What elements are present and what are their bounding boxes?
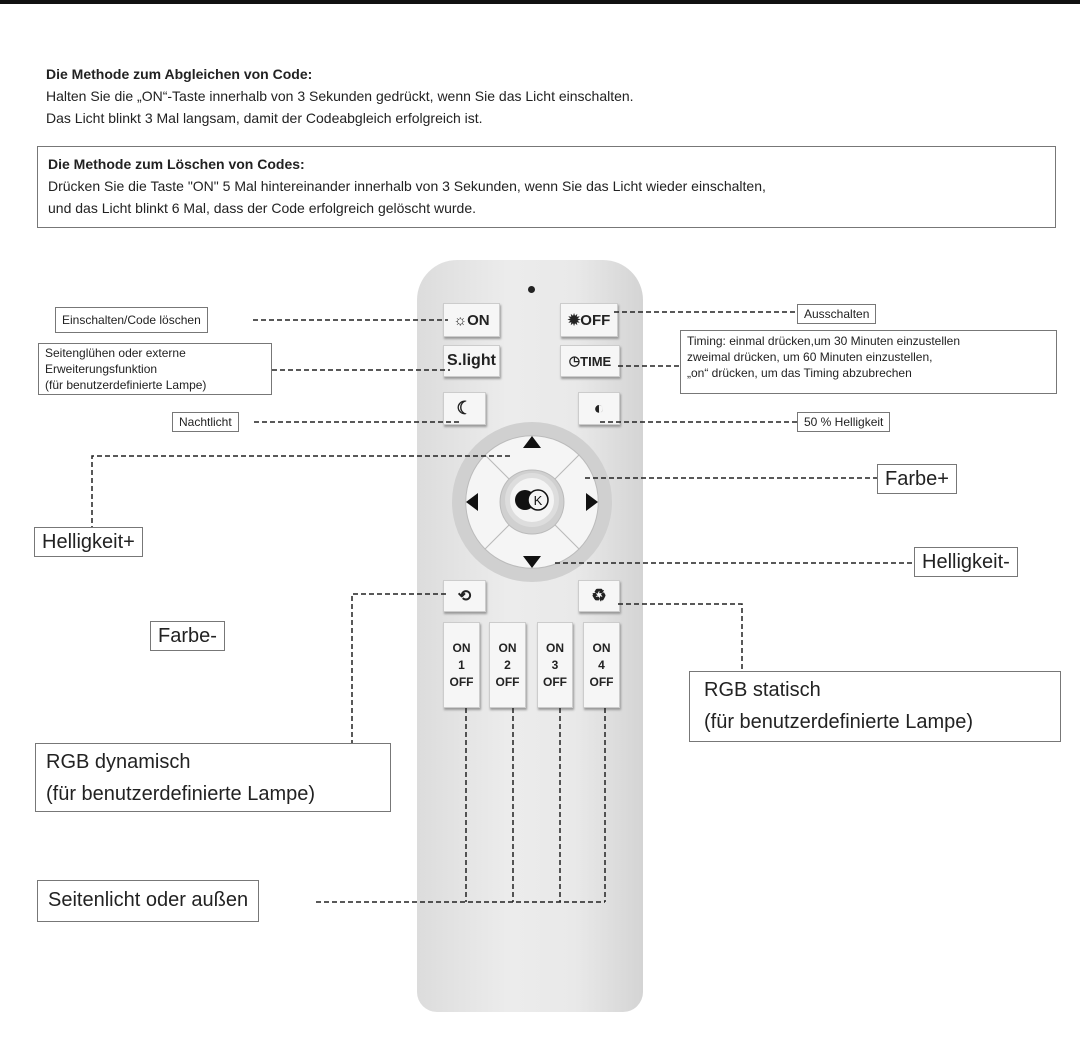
callout-line-rgb-dynamic: [352, 594, 446, 743]
callout-line-rgb-static: [618, 604, 742, 671]
label-timing-line-2: zweimal drücken, um 60 Minuten einzustellen,: [687, 350, 933, 364]
label-rgb-dynamic-line-1: RGB dynamisch: [46, 751, 191, 773]
clock-icon: ◷: [568, 353, 581, 368]
channel-off-label: OFF: [589, 674, 614, 689]
on-button-label: ON: [467, 311, 490, 329]
sun-filled-icon: ✹: [567, 312, 581, 329]
label-timing: [680, 330, 1057, 394]
label-side-light-line-2: Erweiterungsfunktion: [45, 362, 158, 376]
channel-off-label: OFF: [495, 674, 520, 689]
channel-number: 3: [551, 657, 559, 672]
channel-off-label: OFF: [449, 674, 474, 689]
recycle-triangle-icon: ♻: [591, 586, 607, 605]
svg-text:K: K: [533, 493, 543, 508]
label-color-plus: Farbe+: [877, 464, 957, 494]
label-timing-line-1: Timing: einmal drücken,um 30 Minuten einzustellen: [687, 334, 961, 348]
channel-on-label: ON: [452, 640, 471, 655]
sun-outline-icon: ☼: [453, 311, 468, 329]
label-half-brightness: 50 % Helligkeit: [797, 412, 890, 432]
delete-line-2: und das Licht blinkt 6 Mal, dass der Code erfolgreich gelöscht wurde.: [48, 200, 477, 216]
label-rgb-dynamic: [35, 743, 391, 812]
rgb-cycle-icon: ⟲: [457, 588, 472, 605]
label-on: Einschalten/Code löschen: [55, 307, 208, 333]
pairing-line-2: Das Licht blinkt 3 Mal langsam, damit der Codeabgleich erfolgreich ist.: [46, 110, 483, 126]
label-brightness-plus: Helligkeit+: [34, 527, 143, 557]
label-side-light: [38, 343, 272, 395]
label-rgb-static-line-1: RGB statisch: [704, 679, 821, 701]
channel-on-label: ON: [592, 640, 611, 655]
channel-on-label: ON: [546, 640, 564, 655]
label-off: Ausschalten: [797, 304, 876, 324]
label-side-light-line-1: Seitenglühen oder externe: [45, 346, 186, 360]
side-light-label: S.light: [447, 352, 496, 369]
label-color-minus: Farbe-: [150, 621, 225, 651]
label-night-light: Nachtlicht: [172, 412, 239, 432]
delete-line-1: Drücken Sie die Taste "ON" 5 Mal hintereinander innerhalb von 3 Sekunden, wenn Sie das Licht wieder einschalten,: [48, 178, 766, 194]
label-timing-line-3: „on“ drücken, um das Timing abzubrechen: [687, 366, 912, 380]
channel-on-label: ON: [498, 640, 517, 655]
pairing-line-1: Halten Sie die „ON“-Taste innerhalb von 3 Sekunden gedrückt, wenn Sie das Licht einschalten.: [46, 88, 634, 104]
channel-off-label: OFF: [543, 674, 567, 689]
pairing-title: Die Methode zum Abgleichen von Code:: [46, 66, 313, 82]
label-rgb-static-line-2: (für benutzerdefinierte Lampe): [704, 711, 974, 733]
channel-number: 2: [504, 657, 511, 672]
label-brightness-minus: Helligkeit-: [914, 547, 1018, 577]
half-sun-icon: ◐: [593, 398, 605, 418]
moon-icon: ☾: [456, 398, 473, 418]
label-side-light-line-3: (für benutzerdefinierte Lampe): [45, 378, 207, 392]
channel-number: 1: [458, 657, 465, 672]
label-rgb-static: [689, 671, 1061, 742]
timer-label: TIME: [580, 353, 612, 369]
label-side-light-outside: Seitenlicht oder außen: [37, 880, 259, 922]
label-rgb-dynamic-line-2: (für benutzerdefinierte Lampe): [46, 783, 316, 805]
off-button-label: OFF: [580, 311, 611, 329]
callout-line-brightness-up: [92, 456, 510, 527]
channel-number: 4: [598, 657, 605, 672]
delete-title: Die Methode zum Löschen von Codes:: [48, 156, 305, 172]
